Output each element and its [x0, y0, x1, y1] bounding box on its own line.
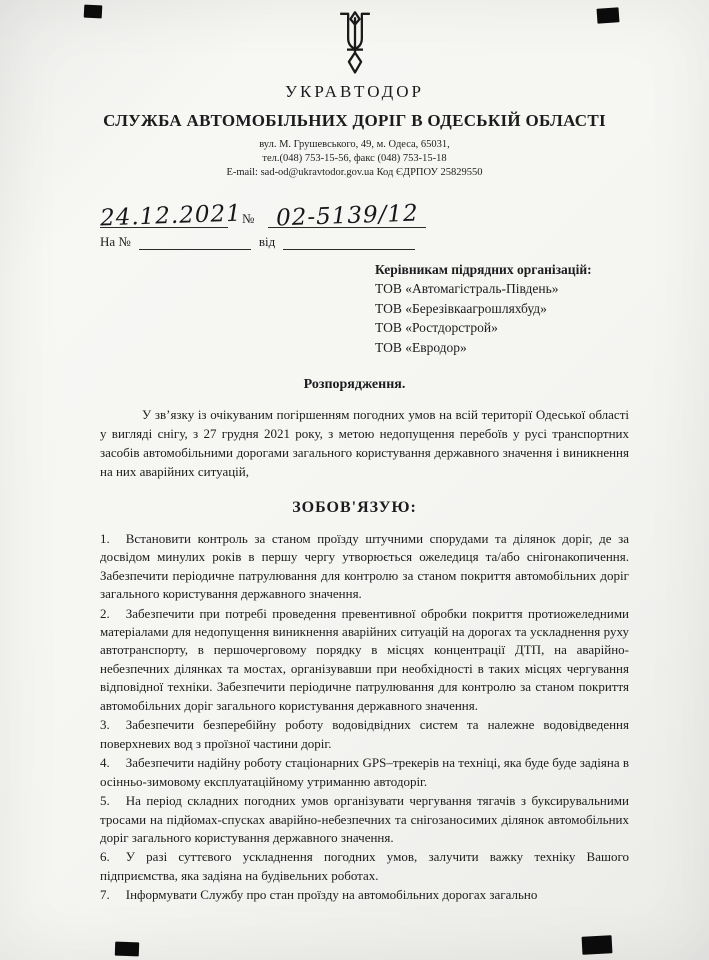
- scan-artifact-top-right: [597, 7, 620, 23]
- number-underline: [268, 200, 426, 232]
- reply-reference-row: [100, 234, 629, 250]
- order-item-text: Забезпечити при потребі проведення превентивної обробки покриття протиожеледними матеріалами для недопущення виникнення аварійних ситуацій на дорогах та ускладнення руху автотранспорту, в першочерговому порядку в місцях концентрації ДТП, на аварійно-небезпечних ділянках та мостах, організувавши при необхідності в таких місцях чергування відповідної техніки. Забезпечити періодичне патрулювання для контролю за станом покриття автомобільних доріг загального користування державного значення.: [100, 605, 629, 713]
- reply-date-blank: [283, 235, 415, 250]
- reference-block: [100, 194, 629, 250]
- order-item-number: 1.: [100, 530, 110, 546]
- reply-date-label: від: [258, 233, 276, 249]
- recipient-item: ТОВ «Ростдорстрой»: [375, 320, 498, 336]
- order-items: [100, 530, 629, 905]
- order-item-text: Встановити контроль за станом проїзду штучними спорудами та ділянок доріг, де за досвідом минулих років в першу чергу утворюється ожеледиця та/або снігонакопичення. Забезпечити періодичне патрулювання для контролю за станом покриття автомобільних доріг загального користування державного значення.: [100, 530, 629, 602]
- order-item: [100, 754, 629, 791]
- order-item: [100, 792, 629, 847]
- number-sign-label: №: [242, 210, 255, 226]
- address-line: вул. М. Грушевського, 49, м. Одеса, 65031,: [259, 139, 450, 150]
- recipients-heading: Керівникам підрядних організацій:: [375, 261, 592, 277]
- order-item-number: 5.: [100, 793, 110, 809]
- date-underline: [99, 200, 243, 232]
- letterhead: [0, 0, 709, 180]
- organization-title: СЛУЖБА АВТОМОБІЛЬНИХ ДОРІГ В ОДЕСЬКІЙ ОБЛАСТІ: [103, 111, 606, 130]
- order-item-text: Інформувати Службу про стан проїзду на автомобільних дорогах загально: [125, 887, 538, 903]
- outgoing-reference-row: [99, 194, 629, 232]
- order-item-number: 3.: [100, 717, 110, 733]
- scan-artifact-bottom-left: [115, 942, 139, 957]
- order-item: [100, 530, 629, 604]
- order-item-number: 7.: [100, 887, 110, 903]
- recipient-item: ТОВ «Березівкаагрошляхбуд»: [375, 300, 547, 316]
- recipients-block: [375, 260, 659, 358]
- email-code-line: E-mail: sad-od@ukravtodor.gov.ua Код ЄДРПОУ 25829550: [226, 166, 483, 178]
- order-item-number: 6.: [100, 849, 110, 865]
- document-title: Розпорядження.: [303, 377, 406, 393]
- order-item: [100, 848, 629, 885]
- handwritten-date: 24.12.2021: [99, 200, 243, 232]
- reply-number-label: На №: [100, 233, 131, 249]
- order-item-text: У разі суттєвого ускладнення погодних умов, залучити важку техніку Вашого підприємства, яка задіяна на будівельних роботах.: [100, 849, 629, 883]
- recipient-item: ТОВ «Автомагістраль-Південь»: [375, 281, 559, 297]
- phone-fax-line: тел.(048) 753-15-56, факс (048) 753-15-18: [262, 152, 447, 164]
- order-item-number: 4.: [100, 755, 110, 771]
- order-item-text: Забезпечити надійну роботу стаціонарних GPS–трекерів на техніці, яка буде буде задіяна в осінньо-зимовому експлуатаційному утриманню автодоріг.: [100, 755, 629, 789]
- order-item: [100, 716, 629, 753]
- handwritten-number: 02-5139/12: [275, 200, 420, 232]
- reply-number-blank: [139, 235, 251, 250]
- order-heading: ЗОБОВ'ЯЗУЮ:: [292, 498, 417, 516]
- order-item: [100, 605, 629, 716]
- scan-artifact-top-left: [84, 5, 103, 19]
- intro-paragraph: У зв’язку із очікуваним погіршенням погодних умов на всій території Одеської області у вигляді снігу, з 27 грудня 2021 року, з метою недопущення перебоїв у русі транспортних засобів автомобільними дорогами загального користування державного значення і виникнення на них аварійних ситуацій,: [100, 407, 629, 479]
- letterhead-address: [0, 138, 709, 180]
- order-item-number: 2.: [100, 605, 110, 621]
- order-item-text: Забезпечити безперебійну роботу водовідвідних систем та належне водовідведення поверхневих вод з проїзної частини доріг.: [100, 717, 629, 751]
- order-item-text: На період складних погодних умов організувати чергування тягачів з буксирувальними тросами на підйомах-спусках аварійно-небезпечних та снігозаносимих ділянок автомобільних доріг загального користування державного значення.: [100, 793, 629, 846]
- recipient-item: ТОВ «Евродор»: [375, 339, 467, 355]
- agency-name: УКРАВТОДОР: [285, 82, 424, 101]
- order-item: [100, 886, 629, 904]
- scan-artifact-bottom-right: [582, 935, 613, 955]
- trident-emblem-icon: [331, 10, 379, 74]
